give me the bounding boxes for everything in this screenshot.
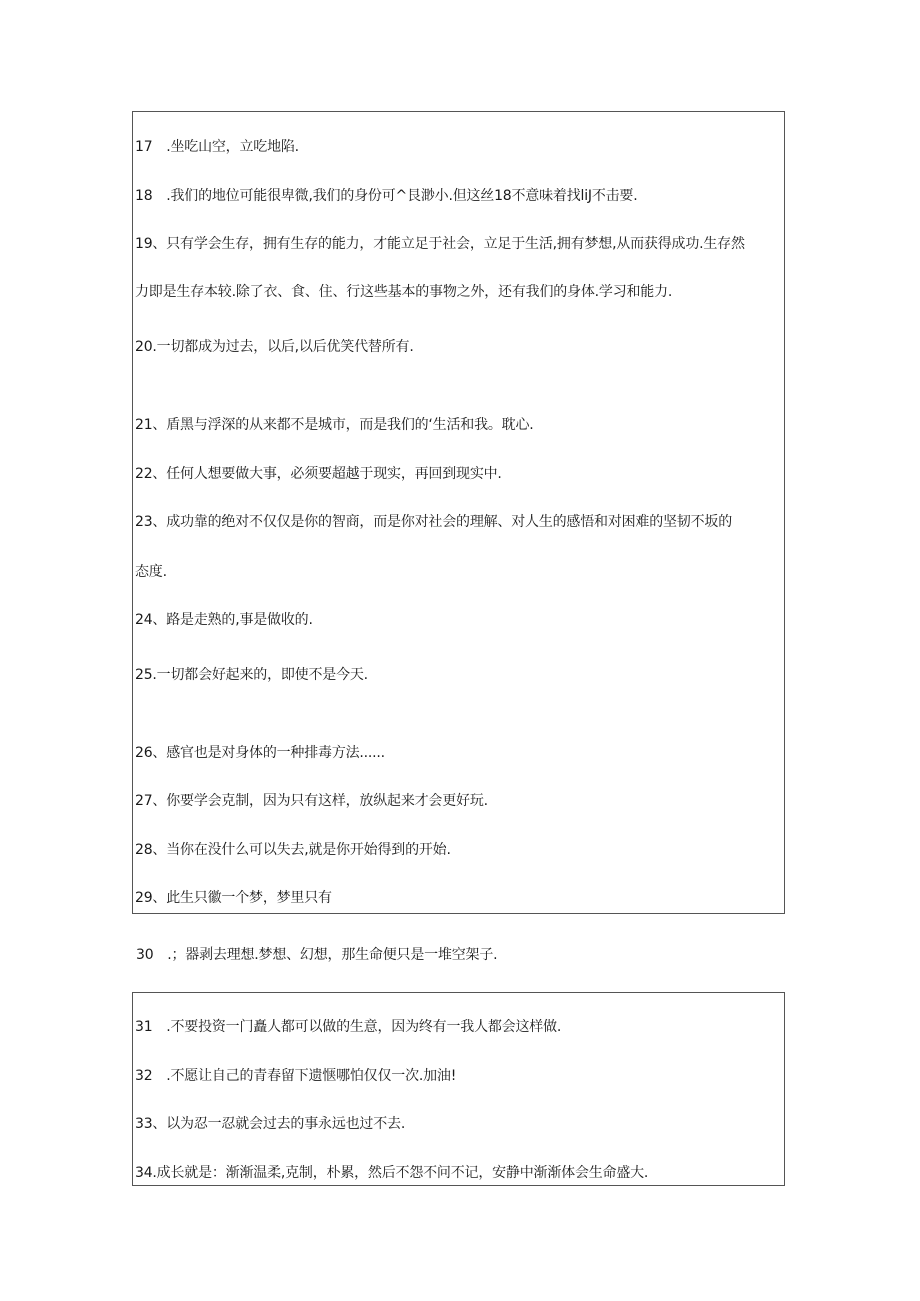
text-frame-2: [132, 992, 785, 1186]
list-item-26: 26、感官也是对身体的一种排毒方法......: [135, 745, 385, 761]
list-item-20: 20.一切都成为过去，以后,以后优笑代替所有.: [135, 339, 414, 355]
list-item-19: 19、只有学会生存，拥有生存的能力，才能立足于社会，立足于生活,拥有梦想,从而获得成功.生存然: [135, 236, 745, 252]
list-item-23: 23、成功靠的绝对不仅仅是你的智商，而是你对社会的理解、对人生的感悟和对困难的坚韧不坂的: [135, 514, 733, 530]
list-item-18: 18 .我们的地位可能很卑微,我们的身份可^艮渺小.但这丝18不意味着找liJ不击要.: [135, 188, 638, 204]
list-item-23-continued: 态度.: [135, 564, 167, 580]
list-item-30: 30 .；器剥去理想.梦想、幻想，那生命便只是一堆空架子.: [136, 947, 498, 963]
list-item-19-continued: 力即是生存本较.除了衣、食、住、行这些基本的事物之外，还有我们的身体.学习和能力.: [135, 284, 673, 300]
list-item-29: 29、此生只徽一个梦，梦里只有: [135, 890, 332, 906]
list-item-27: 27、你要学会克制，因为只有这样，放纵起来才会更好玩.: [135, 793, 488, 809]
list-item-31: 31 .不要投资一门矗人都可以做的生意，因为终有一我人都会这样做.: [135, 1019, 562, 1035]
list-item-32: 32 .不愿让自己的青春留下遗惬哪怕仅仅一次.加油!: [135, 1068, 457, 1084]
list-item-34: 34.成长就是：渐渐温柔,克制，朴累，然后不怨不问不记，安静中渐渐体会生命盛大.: [135, 1165, 649, 1181]
list-item-24: 24、路是走熟的,事是做收的.: [135, 612, 313, 628]
list-item-22: 22、任何人想要做大事，必须要超越于现实，再回到现实中.: [135, 466, 502, 482]
list-item-21: 21、盾黑与浮深的从来都不是城市，而是我们的‘生活和我。耽心.: [135, 417, 534, 433]
list-item-25: 25.一切都会好起来的，即使不是今天.: [135, 667, 368, 683]
text-frame-1: [132, 111, 785, 914]
list-item-17: 17 .坐吃山空，立吃地陷.: [135, 139, 299, 155]
list-item-33: 33、以为忍一忍就会过去的事永远也过不去.: [135, 1116, 406, 1132]
list-item-28: 28、当你在没什么可以失去,就是你开始得到的开始.: [135, 842, 451, 858]
